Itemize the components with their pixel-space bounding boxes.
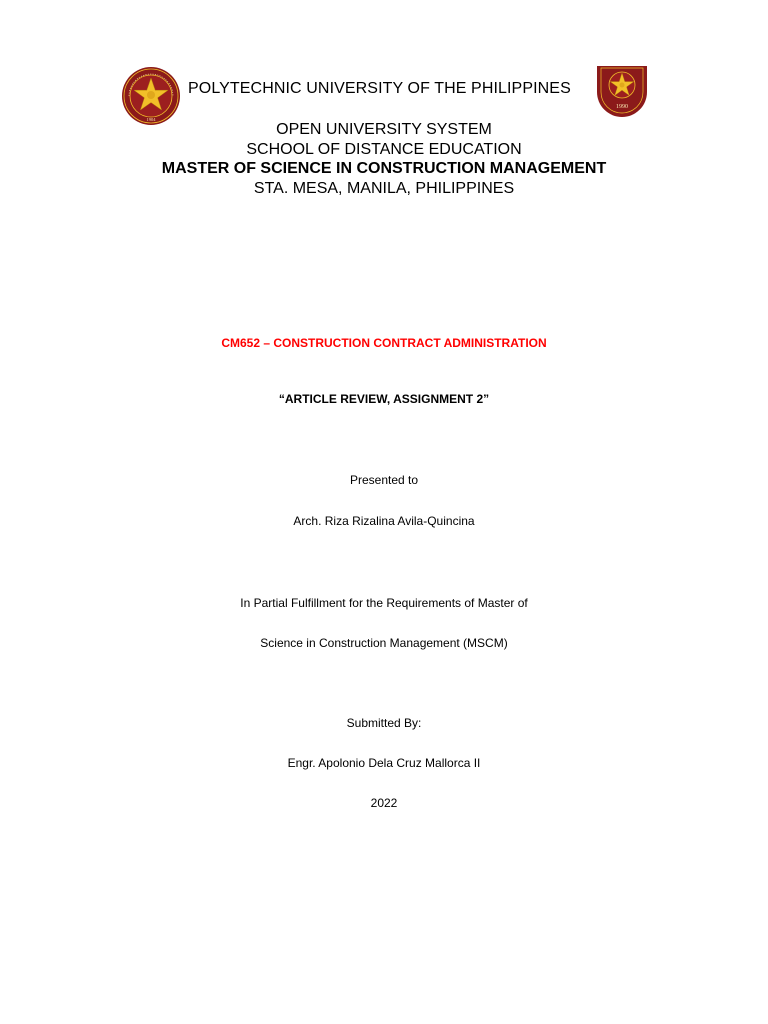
- fulfillment-line-2: Science in Construction Management (MSCM): [260, 636, 508, 650]
- right-seal-year: 1990: [616, 104, 628, 110]
- left-seal-year: 1904: [146, 117, 156, 122]
- university-system: OPEN UNIVERSITY SYSTEM: [276, 121, 492, 138]
- course-title: CM652 – CONSTRUCTION CONTRACT ADMINISTRATION: [221, 336, 547, 350]
- presented-to-name: Arch. Riza Rizalina Avila-Quincina: [293, 514, 475, 528]
- fulfillment-line-1: In Partial Fulfillment for the Requirements of Master of: [240, 596, 528, 610]
- submitted-by-label: Submitted By:: [346, 716, 422, 730]
- university-address: STA. MESA, MANILA, PHILIPPINES: [253, 180, 515, 197]
- school-name: SCHOOL OF DISTANCE EDUCATION: [246, 141, 522, 158]
- university-name: POLYTECHNIC UNIVERSITY OF THE PHILIPPINES: [188, 80, 571, 97]
- open-university-shield-logo: [593, 62, 651, 120]
- degree-program: MASTER OF SCIENCE IN CONSTRUCTION MANAGEMENT: [161, 160, 607, 177]
- pup-seal-logo: [121, 66, 181, 126]
- submission-year: 2022: [370, 796, 398, 810]
- submitted-by-name: Engr. Apolonio Dela Cruz Mallorca II: [287, 756, 481, 770]
- document-title: “ARTICLE REVIEW, ASSIGNMENT 2”: [278, 392, 490, 406]
- presented-to-label: Presented to: [349, 473, 419, 487]
